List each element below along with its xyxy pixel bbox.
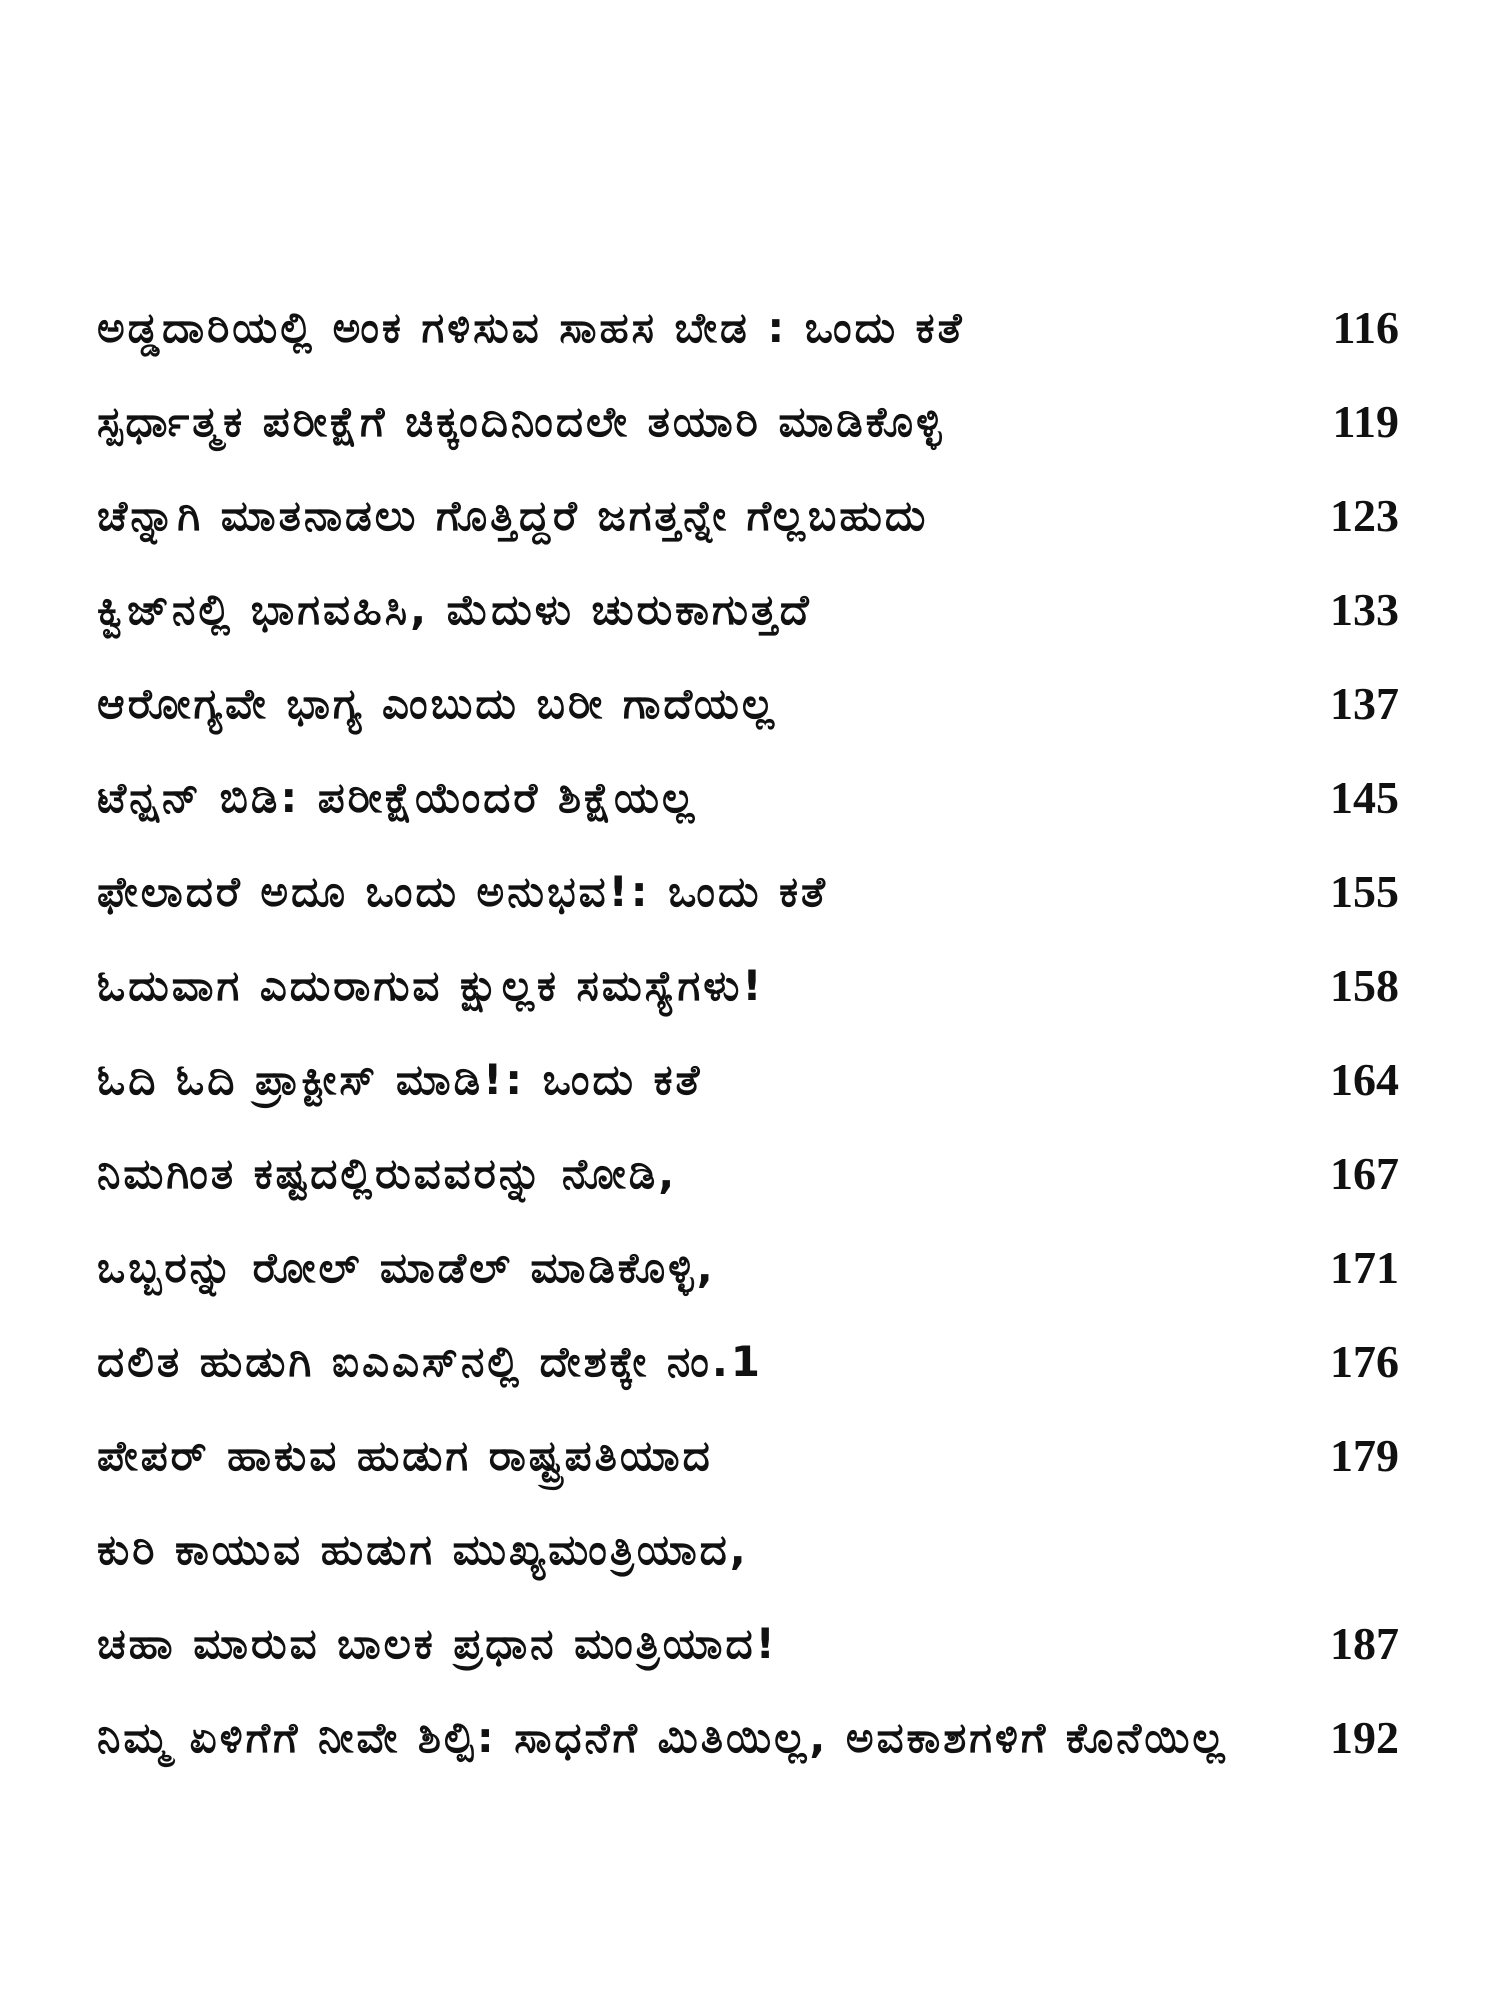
toc-entry	[97, 574, 1417, 668]
toc-entry	[97, 856, 1417, 950]
toc-entry-page: 179	[1330, 1430, 1399, 1481]
toc-entry	[97, 950, 1417, 1044]
toc-entry-title: ಸ್ಪರ್ಧಾತ್ಮಕ ಪರೀಕ್ಷೆಗೆ ಚಿಕ್ಕಂದಿನಿಂದಲೇ ತಯಾರಿ ಮಾಡಿಕೊಳ್ಳಿ	[97, 397, 945, 446]
toc-entry-page: 119	[1332, 396, 1399, 447]
toc-entry	[97, 1608, 1417, 1702]
toc-entry-title: ನಿಮಗಿಂತ ಕಷ್ಟದಲ್ಲಿರುವವರನ್ನು ನೋಡಿ,	[97, 1149, 678, 1198]
toc-entry-title: ಟೆನ್ಷನ್ ಬಿಡಿ: ಪರೀಕ್ಷೆಯೆಂದರೆ ಶಿಕ್ಷೆಯಲ್ಲ	[97, 773, 698, 822]
toc-entry-page: 187	[1330, 1618, 1399, 1669]
toc-entry-title: ಚೆನ್ನಾಗಿ ಮಾತನಾಡಲು ಗೊತ್ತಿದ್ದರೆ ಜಗತ್ತನ್ನೇ ಗೆಲ್ಲಬಹುದು	[97, 491, 929, 540]
toc-entry	[97, 762, 1417, 856]
toc-entry	[97, 480, 1417, 574]
toc-entry-title: ಅಡ್ಡದಾರಿಯಲ್ಲಿ ಅಂಕ ಗಳಿಸುವ ಸಾಹಸ ಬೇಡ : ಒಂದು ಕತೆ	[97, 303, 965, 352]
toc-entry-title: ಓದಿ ಓದಿ ಪ್ರಾಕ್ಟೀಸ್ ಮಾಡಿ!: ಒಂದು ಕತೆ	[97, 1055, 703, 1104]
toc-entry	[97, 1044, 1417, 1138]
toc-entry-page: 158	[1330, 960, 1399, 1011]
toc-entry	[97, 1232, 1417, 1326]
toc-entry-page: 171	[1330, 1242, 1399, 1293]
toc-entry-page: 123	[1330, 490, 1399, 541]
toc-entry-title: ನಿಮ್ಮ ಏಳಿಗೆಗೆ ನೀವೇ ಶಿಲ್ಪಿ: ಸಾಧನೆಗೆ ಮಿತಿಯಿಲ್ಲ, ಅವಕಾಶಗಳಿಗೆ ಕೊನೆಯಿಲ್ಲ	[97, 1713, 1228, 1762]
toc-entry-page: 137	[1330, 678, 1399, 729]
toc-entry	[97, 292, 1417, 386]
toc-entry-title: ಫೇಲಾದರೆ ಅದೂ ಒಂದು ಅನುಭವ!: ಒಂದು ಕತೆ	[97, 867, 828, 916]
toc-entry-title: ಕ್ವಿಜ್‌ನಲ್ಲಿ ಭಾಗವಹಿಸಿ, ಮೆದುಳು ಚುರುಕಾಗುತ್ತದೆ	[97, 585, 812, 634]
toc-entry-title: ಓದುವಾಗ ಎದುರಾಗುವ ಕ್ಷುಲ್ಲಕ ಸಮಸ್ಯೆಗಳು!	[97, 961, 765, 1010]
table-of-contents	[97, 292, 1417, 1796]
toc-entry-title: ದಲಿತ ಹುಡುಗಿ ಐಎಎಸ್‌ನಲ್ಲಿ ದೇಶಕ್ಕೇ ನಂ.1	[97, 1337, 764, 1386]
toc-entry-title: ಆರೋಗ್ಯವೇ ಭಾಗ್ಯ ಎಂಬುದು ಬರೀ ಗಾದೆಯಲ್ಲ	[97, 679, 778, 728]
toc-entry-page: 155	[1330, 866, 1399, 917]
toc-entry-page: 164	[1330, 1054, 1399, 1105]
toc-entry	[97, 668, 1417, 762]
toc-entry-page: 167	[1330, 1148, 1399, 1199]
toc-entry-page: 133	[1330, 584, 1399, 635]
toc-entry	[97, 386, 1417, 480]
toc-entry-page: 192	[1330, 1712, 1399, 1763]
toc-entry-title: ಚಹಾ ಮಾರುವ ಬಾಲಕ ಪ್ರಧಾನ ಮಂತ್ರಿಯಾದ!	[97, 1619, 778, 1668]
toc-entry-page: 145	[1330, 772, 1399, 823]
toc-entry	[97, 1138, 1417, 1232]
toc-entry-page: 116	[1332, 302, 1399, 353]
toc-entry-title: ಪೇಪರ್ ಹಾಕುವ ಹುಡುಗ ರಾಷ್ಟ್ರಪತಿಯಾದ	[97, 1431, 713, 1480]
toc-entry-page: 176	[1330, 1336, 1399, 1387]
toc-entry	[97, 1420, 1417, 1514]
toc-entry	[97, 1514, 1417, 1608]
toc-entry	[97, 1702, 1417, 1796]
toc-entry-title: ಕುರಿ ಕಾಯುವ ಹುಡುಗ ಮುಖ್ಯಮಂತ್ರಿಯಾದ,	[97, 1525, 749, 1574]
toc-entry	[97, 1326, 1417, 1420]
toc-entry-title: ಒಬ್ಬರನ್ನು ರೋಲ್ ಮಾಡೆಲ್ ಮಾಡಿಕೊಳ್ಳಿ,	[97, 1243, 716, 1292]
